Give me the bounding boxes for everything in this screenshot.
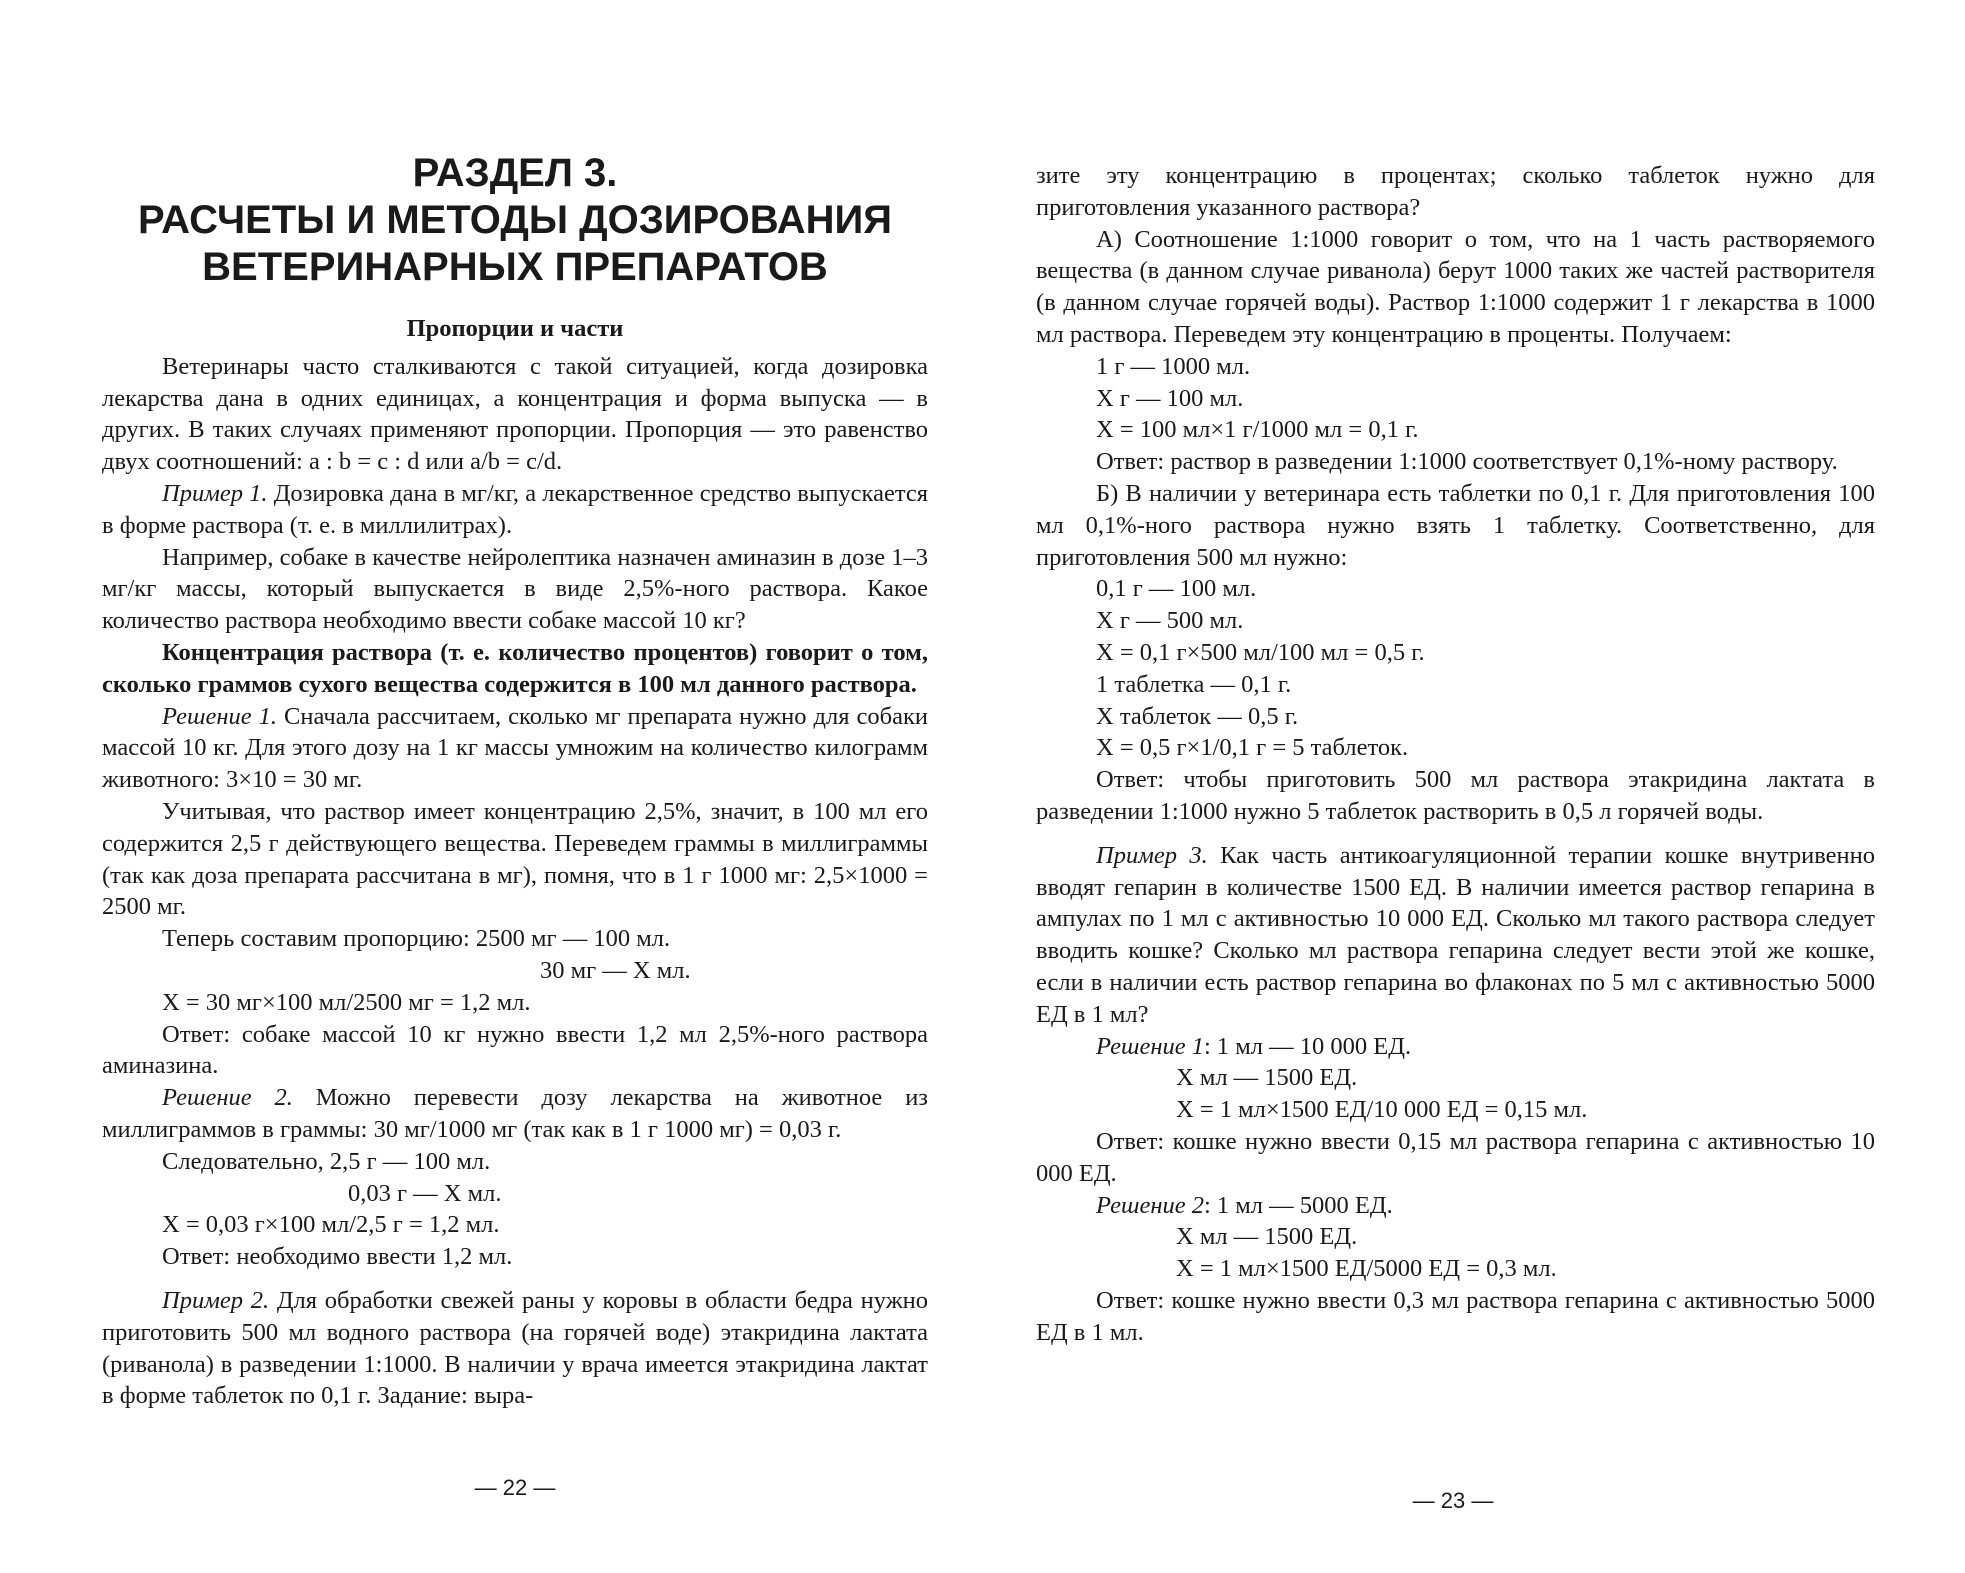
right-page: [1036, 160, 1875, 1348]
example-1-task: Например, собаке в качестве нейролептика назначен аминазин в дозе 1–3 мг/кг массы, который выпускается в виде 2,5%-ного раствора. Какое количество раствора необходимо ввести собаке массой 10 кг?: [102, 543, 928, 635]
heparin-solution-1-line-2: Х мл — 1500 ЕД.: [1176, 1064, 1358, 1092]
part-b-line-5: Х таблеток — 0,5 г.: [1096, 702, 1299, 730]
heparin-solution-2-line-2: Х мл — 1500 ЕД.: [1176, 1223, 1358, 1251]
part-a-line-1: 1 г — 1000 мл.: [1096, 352, 1251, 380]
section-title: [102, 150, 928, 291]
section-title-line-3: ВЕТЕРИНАРНЫХ ПРЕПАРАТОВ: [202, 245, 828, 289]
heparin-solution-1-answer: Ответ: кошке нужно ввести 0,15 мл раствора гепарина с активностью 10 000 ЕД.: [1036, 1127, 1875, 1187]
example-1-text: Дозировка дана в мг/кг, а лекарственное средство выпускается в форме раствора (т. е. в миллилитрах).: [102, 479, 928, 539]
solution-1-paragraph-2: Учитывая, что раствор имеет концентрацию 2,5%, значит, в 100 мл его содержится 2,5 г действующего вещества. Переведем граммы в миллиграммы (так как доза препарата рассчитана в мг), помня, что в 1 г 1000 мг: 2,5×1000 = 2500 мг.: [102, 797, 928, 921]
solution-2-text: Можно перевести дозу лекарства на животное из миллиграммов в граммы: 30 мг/1000 мг (так как в 1 г 1000 мг) = 0,03 г.: [102, 1084, 928, 1143]
example-3-label: Пример 3.: [1096, 841, 1208, 869]
part-b-line-1: 0,1 г — 100 мл.: [1096, 575, 1257, 603]
section-title-line-2: РАСЧЕТЫ И МЕТОДЫ ДОЗИРОВАНИЯ: [138, 198, 892, 242]
solution-2-answer: Ответ: необходимо ввести 1,2 мл.: [162, 1243, 513, 1271]
solution-1-paragraph: [102, 701, 928, 796]
solution-1-text: Сначала рассчитаем, сколько мг препарата нужно для собаки массой 10 кг. Для этого дозу на 1 кг массы умножим на количество килограмм животного: 3×10 = 30 мг.: [102, 702, 928, 794]
example-1-label: Пример 1.: [162, 479, 268, 507]
intro-paragraph: Ветеринары часто сталкиваются с такой ситуацией, когда дозировка лекарства дана в одних единицах, а концентрация и форма выпуска — в других. В таких случаях применяют пропорции. Пропорция — это равенство двух соотношений: a : b = c : d или a/b = c/d.: [102, 352, 928, 476]
part-a-paragraph: А) Соотношение 1:1000 говорит о том, что на 1 часть растворяемого вещества (в данном случае риванола) берут 1000 таких же частей растворителя (в данном случае горячей воды). Раствор 1:1000 содержит 1 г лекарства в 1000 мл раствора. Переведем эту концентрацию в проценты. Получаем:: [1036, 225, 1875, 348]
solution-2-label: Решение 2.: [162, 1084, 293, 1112]
part-a-line-3: Х = 100 мл×1 г/1000 мл = 0,1 г.: [1096, 416, 1419, 444]
solution-2-paragraph: [102, 1082, 928, 1146]
solution-1-line-1: Теперь составим пропорцию: 2500 мг — 100 мл.: [162, 925, 671, 953]
solution-1-label: Решение 1.: [162, 702, 278, 730]
solution-2-line-2: 0,03 г — Х мл.: [348, 1179, 502, 1207]
heparin-solution-1-line-1: [1036, 1031, 1875, 1063]
part-b-answer: Ответ: чтобы приготовить 500 мл раствора этакридина лактата в разведении 1:1000 нужно 5 таблеток растворить в 0,5 л горячей воды.: [1036, 766, 1875, 825]
example-2-paragraph: [102, 1285, 928, 1412]
heparin-solution-1-label: Решение 1: [1096, 1032, 1204, 1060]
section-title-line-1: РАЗДЕЛ 3.: [412, 151, 618, 195]
solution-1-line-2: 30 мг — Х мл.: [540, 956, 691, 984]
part-a-line-2: Х г — 100 мл.: [1096, 384, 1244, 412]
example-1-paragraph: [102, 478, 928, 542]
part-b-paragraph: Б) В наличии у ветеринара есть таблетки по 0,1 г. Для приготовления 100 мл 0,1%-ного раствора нужно взять 1 таблетку. Соответственно, для приготовления 500 мл нужно:: [1036, 479, 1875, 571]
part-b-line-3: Х = 0,1 г×500 мл/100 мл = 0,5 г.: [1096, 638, 1425, 666]
solution-1-answer: Ответ: собаке массой 10 кг нужно ввести 1,2 мл 2,5%-ного раствора аминазина.: [102, 1020, 928, 1080]
rule-bold-paragraph: Концентрация раствора (т. е. количество процентов) говорит о том, сколько граммов сухого вещества содержится в 100 мл данного раствора.: [102, 638, 928, 698]
heparin-solution-2-line-1: [1036, 1190, 1875, 1222]
example-2-text: Для обработки свежей раны у коровы в области бедра нужно приготовить 500 мл водного раствора (на горячей воде) этакридина лактата (риванола) в разведении 1:1000. В наличии у врача имеется этакридина лактат в форме таблеток по 0,1 г. Задание: выра-: [102, 1286, 929, 1410]
example-2-label: Пример 2.: [162, 1286, 270, 1314]
solution-1-line-3: Х = 30 мг×100 мл/2500 мг = 1,2 мл.: [162, 988, 531, 1016]
subsection-title: Пропорции и части: [406, 315, 624, 342]
continuation-paragraph: зите эту концентрацию в процентах; сколько таблеток нужно для приготовления указанного раствора?: [1036, 162, 1875, 221]
heparin-solution-2-line-3: Х = 1 мл×1500 ЕД/5000 ЕД = 0,3 мл.: [1176, 1255, 1557, 1283]
example-3-text: Как часть антикоагуляционной терапии кошке внутривенно вводят гепарин в количестве 1500 ЕД. В наличии имеется раствор гепарина в ампулах по 1 мл с активностью 10 000 ЕД. Сколько мл такого раствора следует вводить кошке? Сколько мл раствора гепарина следует вести этой же кошке, если в наличии есть раствор гепарина во флаконах по 5 мл с активностью 5000 ЕД в 1 мл?: [1036, 841, 1875, 1028]
heparin-solution-2-line-1-text: : 1 мл — 5000 ЕД.: [1203, 1191, 1393, 1219]
part-b-line-4: 1 таблетка — 0,1 г.: [1096, 670, 1292, 698]
part-a-answer: Ответ: раствор в разведении 1:1000 соответствует 0,1%-ному раствору.: [1096, 448, 1838, 476]
left-page: [102, 150, 928, 1412]
part-b-line-2: Х г — 500 мл.: [1096, 607, 1244, 635]
heparin-solution-2-label: Решение 2: [1096, 1191, 1204, 1219]
heparin-solution-1-line-3: Х = 1 мл×1500 ЕД/10 000 ЕД = 0,15 мл.: [1176, 1096, 1588, 1124]
solution-2-line-3: Х = 0,03 г×100 мл/2,5 г = 1,2 мл.: [162, 1211, 500, 1239]
page-number-right: — 23 —: [1412, 1488, 1494, 1513]
part-b-line-6: Х = 0,5 г×1/0,1 г = 5 таблеток.: [1096, 734, 1409, 762]
page-number-left: — 22 —: [474, 1475, 556, 1500]
heparin-solution-2-answer: Ответ: кошке нужно ввести 0,3 мл раствора гепарина с активностью 5000 ЕД в 1 мл.: [1036, 1286, 1875, 1346]
heparin-solution-1-line-1-text: : 1 мл — 10 000 ЕД.: [1203, 1032, 1412, 1060]
solution-2-line-1: Следовательно, 2,5 г — 100 мл.: [162, 1147, 491, 1175]
example-3-paragraph: [1036, 840, 1875, 1031]
